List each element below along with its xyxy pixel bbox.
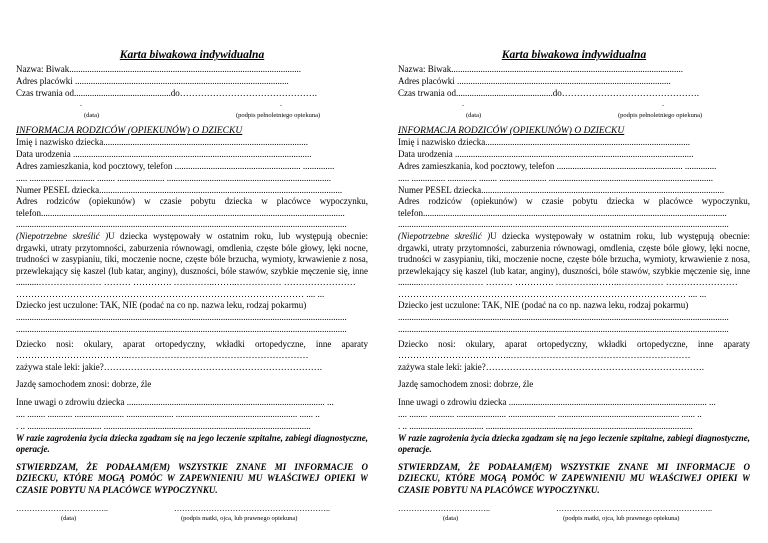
medicines-line: zażywa stale leki: jakie?………………………………………………………………. xyxy=(398,361,704,372)
health-note-instruction: (Niepotrzebne skreślić ) xyxy=(398,231,491,242)
facility-address-line: Adres placówki ............................................................................................... xyxy=(16,75,289,86)
signature-dot: . xyxy=(462,99,464,109)
section-title: INFORMACJA RODZICÓW (OPIEKUNÓW) O DZIECKU xyxy=(398,126,625,137)
other-health-line: Inne uwagi o zdrowiu dziecka ........................................................................................ ... xyxy=(398,397,716,408)
date-caption: (data) xyxy=(443,515,459,523)
signature-dot: . xyxy=(280,99,282,109)
duration-line: Czas trwania od...........................................do………………………………………. xyxy=(398,87,699,98)
other-health-line: Inne uwagi o zdrowiu dziecka ........................................................................................ ... xyxy=(16,397,334,408)
home-address-line: Adres zamieszkania, kod pocztowy, telefon ........................................................ .............. xyxy=(398,160,717,171)
pesel-line: Numer PESEL dziecka............................................................................................................ xyxy=(16,184,343,195)
equipment-paragraph: Dziecko nosi: okulary, aparat ortopedyczny, wkładki ortopedyczne, inne aparaty ………………………………..…………………………………………………… xyxy=(16,338,368,361)
parent-signature-caption: (podpis matki, ojca, lub prawnego opiekuna) xyxy=(181,515,298,523)
other-health-continuation: .... ........ ........... ...................... ..................... ...................................................... ...... .. xyxy=(398,408,702,419)
parents-address-continuation: ................................................................................................................................................... xyxy=(398,219,729,230)
home-address-continuation: ..... ............... ............. ........ ..................... ......................................................................... xyxy=(398,172,713,183)
equipment-paragraph: Dziecko nosi: okulary, aparat ortopedyczny, wkładki ortopedyczne, inne aparaty ………………………………..…………………………………………………… xyxy=(398,338,750,361)
health-continuation: …………………………………………………………………………………… .... ... xyxy=(398,288,707,299)
card-title: Karta biwakowa indywidualna xyxy=(119,49,265,61)
other-health-continuation: . .. ................................. ............................................................................................ xyxy=(398,420,693,431)
treatment-consent: W razie zagrożenia życia dziecka zgadzam się na jego leczenie szpitalne, zabiegi diagnostyczne, operacje. xyxy=(16,432,368,455)
camp-name-line: Nazwa: Biwak....................................................................................................... xyxy=(16,64,301,74)
other-health-continuation: . .. ................................. ............................................................................................ xyxy=(16,420,311,431)
section-title: INFORMACJA RODZICÓW (OPIEKUNÓW) O DZIECKU xyxy=(16,126,243,137)
home-address-continuation: ..... ............... ............. ........ ..................... ......................................................................... xyxy=(16,172,331,183)
signature-dots: ………………………………………………….. xyxy=(556,504,712,514)
pesel-line: Numer PESEL dziecka............................................................................................................ xyxy=(398,184,725,195)
card-right xyxy=(398,0,750,543)
parents-address-paragraph: Adres rodziców (opiekunów) w czasie pobytu dziecka w placówce wypoczynku, telefon....................................................................................................................................... xyxy=(398,196,750,218)
signature-dots: ………………………………………………….. xyxy=(174,504,330,514)
child-name-line: Imię i nazwisko dziecka........................................................................................... xyxy=(398,137,690,148)
card-left xyxy=(16,0,368,543)
birth-date-line: Data urodzenia .......................................................................................................... xyxy=(398,149,694,160)
health-note-instruction: (Niepotrzebne skreślić ) xyxy=(16,231,109,242)
allergy-continuation: ................................................................................................................................................... xyxy=(16,323,347,334)
signature-dot: . xyxy=(80,99,82,109)
parents-address-paragraph: Adres rodziców (opiekunów) w czasie pobytu dziecka w placówce wypoczynku, telefon....................................................................................................................................... xyxy=(16,196,368,218)
health-history-paragraph xyxy=(398,231,750,289)
declaration-text: STWIERDZAM, ŻE PODAŁAM(EM) WSZYSTKIE ZNANE MI INFORMACJE O DZIECKU, KTÓRE MOGĄ POMÓC W ZAPEWNIENIU MU WŁAŚCIWEJ OPIEKI W CZASIE POBYTU NA PLACÓWCE WYPOCZYNKU. xyxy=(398,461,750,495)
date-dots: …………………………….. xyxy=(398,504,490,514)
other-health-continuation: .... ........ ........... ...................... ..................... ...................................................... ...... .. xyxy=(16,408,320,419)
health-note-text: U dziecka występowały w ostatnim roku, lub występują obecnie: drgawki, utraty przytomności, zaburzenia równowagi, omdlenia, częste bóle głowy, lęki nocne, trudności w zasypianiu, tiki, moczenie nocne, częste bóle brzucha, wymioty, krwawienie z nosa, przewlekający się kaszel (lub katar, anginy), duszności, bóle stawów, szybkie męczenie się, inne ..........………………… ……… …………. …………..……..…………… …………………… xyxy=(16,231,368,288)
car-travel-line: Jazdę samochodem znosi: dobrze, źle xyxy=(16,379,152,390)
allergy-continuation: ................................................................................................................................................... xyxy=(398,323,729,334)
camp-name-line: Nazwa: Biwak....................................................................................................... xyxy=(398,64,683,74)
car-travel-line: Jazdę samochodem znosi: dobrze, źle xyxy=(398,379,534,390)
health-history-paragraph xyxy=(16,231,368,289)
allergy-continuation: ................................................................................................................................................... xyxy=(16,311,347,322)
header-signature-block xyxy=(16,99,368,123)
footer-signature-block xyxy=(16,504,368,524)
health-continuation: …………………………………………………………………………………… .... ... xyxy=(16,288,325,299)
parents-address-continuation: ................................................................................................................................................... xyxy=(16,219,347,230)
footer-signature-block xyxy=(398,504,750,524)
date-caption: (data) xyxy=(61,515,77,523)
card-title: Karta biwakowa indywidualna xyxy=(501,49,647,61)
date-dots: …………………………….. xyxy=(16,504,108,514)
header-signature-block xyxy=(398,99,750,123)
child-name-line: Imię i nazwisko dziecka........................................................................................... xyxy=(16,137,308,148)
date-caption: (data) xyxy=(466,112,482,120)
birth-date-line: Data urodzenia .......................................................................................................... xyxy=(16,149,312,160)
parent-signature-caption: (podpis matki, ojca, lub prawnego opiekuna) xyxy=(563,515,680,523)
allergy-continuation: ................................................................................................................................................... xyxy=(398,311,729,322)
medicines-line: zażywa stale leki: jakie?………………………………………………………………. xyxy=(16,361,322,372)
treatment-consent: W razie zagrożenia życia dziecka zgadzam się na jego leczenie szpitalne, zabiegi diagnostyczne, operacje. xyxy=(398,432,750,455)
health-note-text: U dziecka występowały w ostatnim roku, lub występują obecnie: drgawki, utraty przytomności, zaburzenia równowagi, omdlenia, częste bóle głowy, lęki nocne, trudności w zasypianiu, tiki, moczenie nocne, częste bóle brzucha, wymioty, krwawienie z nosa, przewlekający się kaszel (lub katar, anginy), duszności, bóle stawów, szybkie męczenie się, inne ..........………………… ……… …………. …………..……..…………… …………………… xyxy=(398,231,750,288)
signature-dot: . xyxy=(662,99,664,109)
duration-line: Czas trwania od...........................................do………………………………………. xyxy=(16,87,317,98)
allergy-line: Dziecko jest uczulone: TAK, NIE (podać na co np. nazwa leku, rodzaj pokarmu) xyxy=(16,300,307,311)
facility-address-line: Adres placówki ............................................................................................... xyxy=(398,75,671,86)
guardian-signature-caption: (podpis pełnoletniego opiekuna) xyxy=(618,112,703,120)
home-address-line: Adres zamieszkania, kod pocztowy, telefon ........................................................ .............. xyxy=(16,160,335,171)
date-caption: (data) xyxy=(84,112,100,120)
declaration-text: STWIERDZAM, ŻE PODAŁAM(EM) WSZYSTKIE ZNANE MI INFORMACJE O DZIECKU, KTÓRE MOGĄ POMÓC W ZAPEWNIENIU MU WŁAŚCIWEJ OPIEKI W CZASIE POBYTU NA PLACÓWCE WYPOCZYNKU. xyxy=(16,461,368,495)
allergy-line: Dziecko jest uczulone: TAK, NIE (podać na co np. nazwa leku, rodzaj pokarmu) xyxy=(398,300,689,311)
guardian-signature-caption: (podpis pełnoletniego opiekuna) xyxy=(236,112,321,120)
